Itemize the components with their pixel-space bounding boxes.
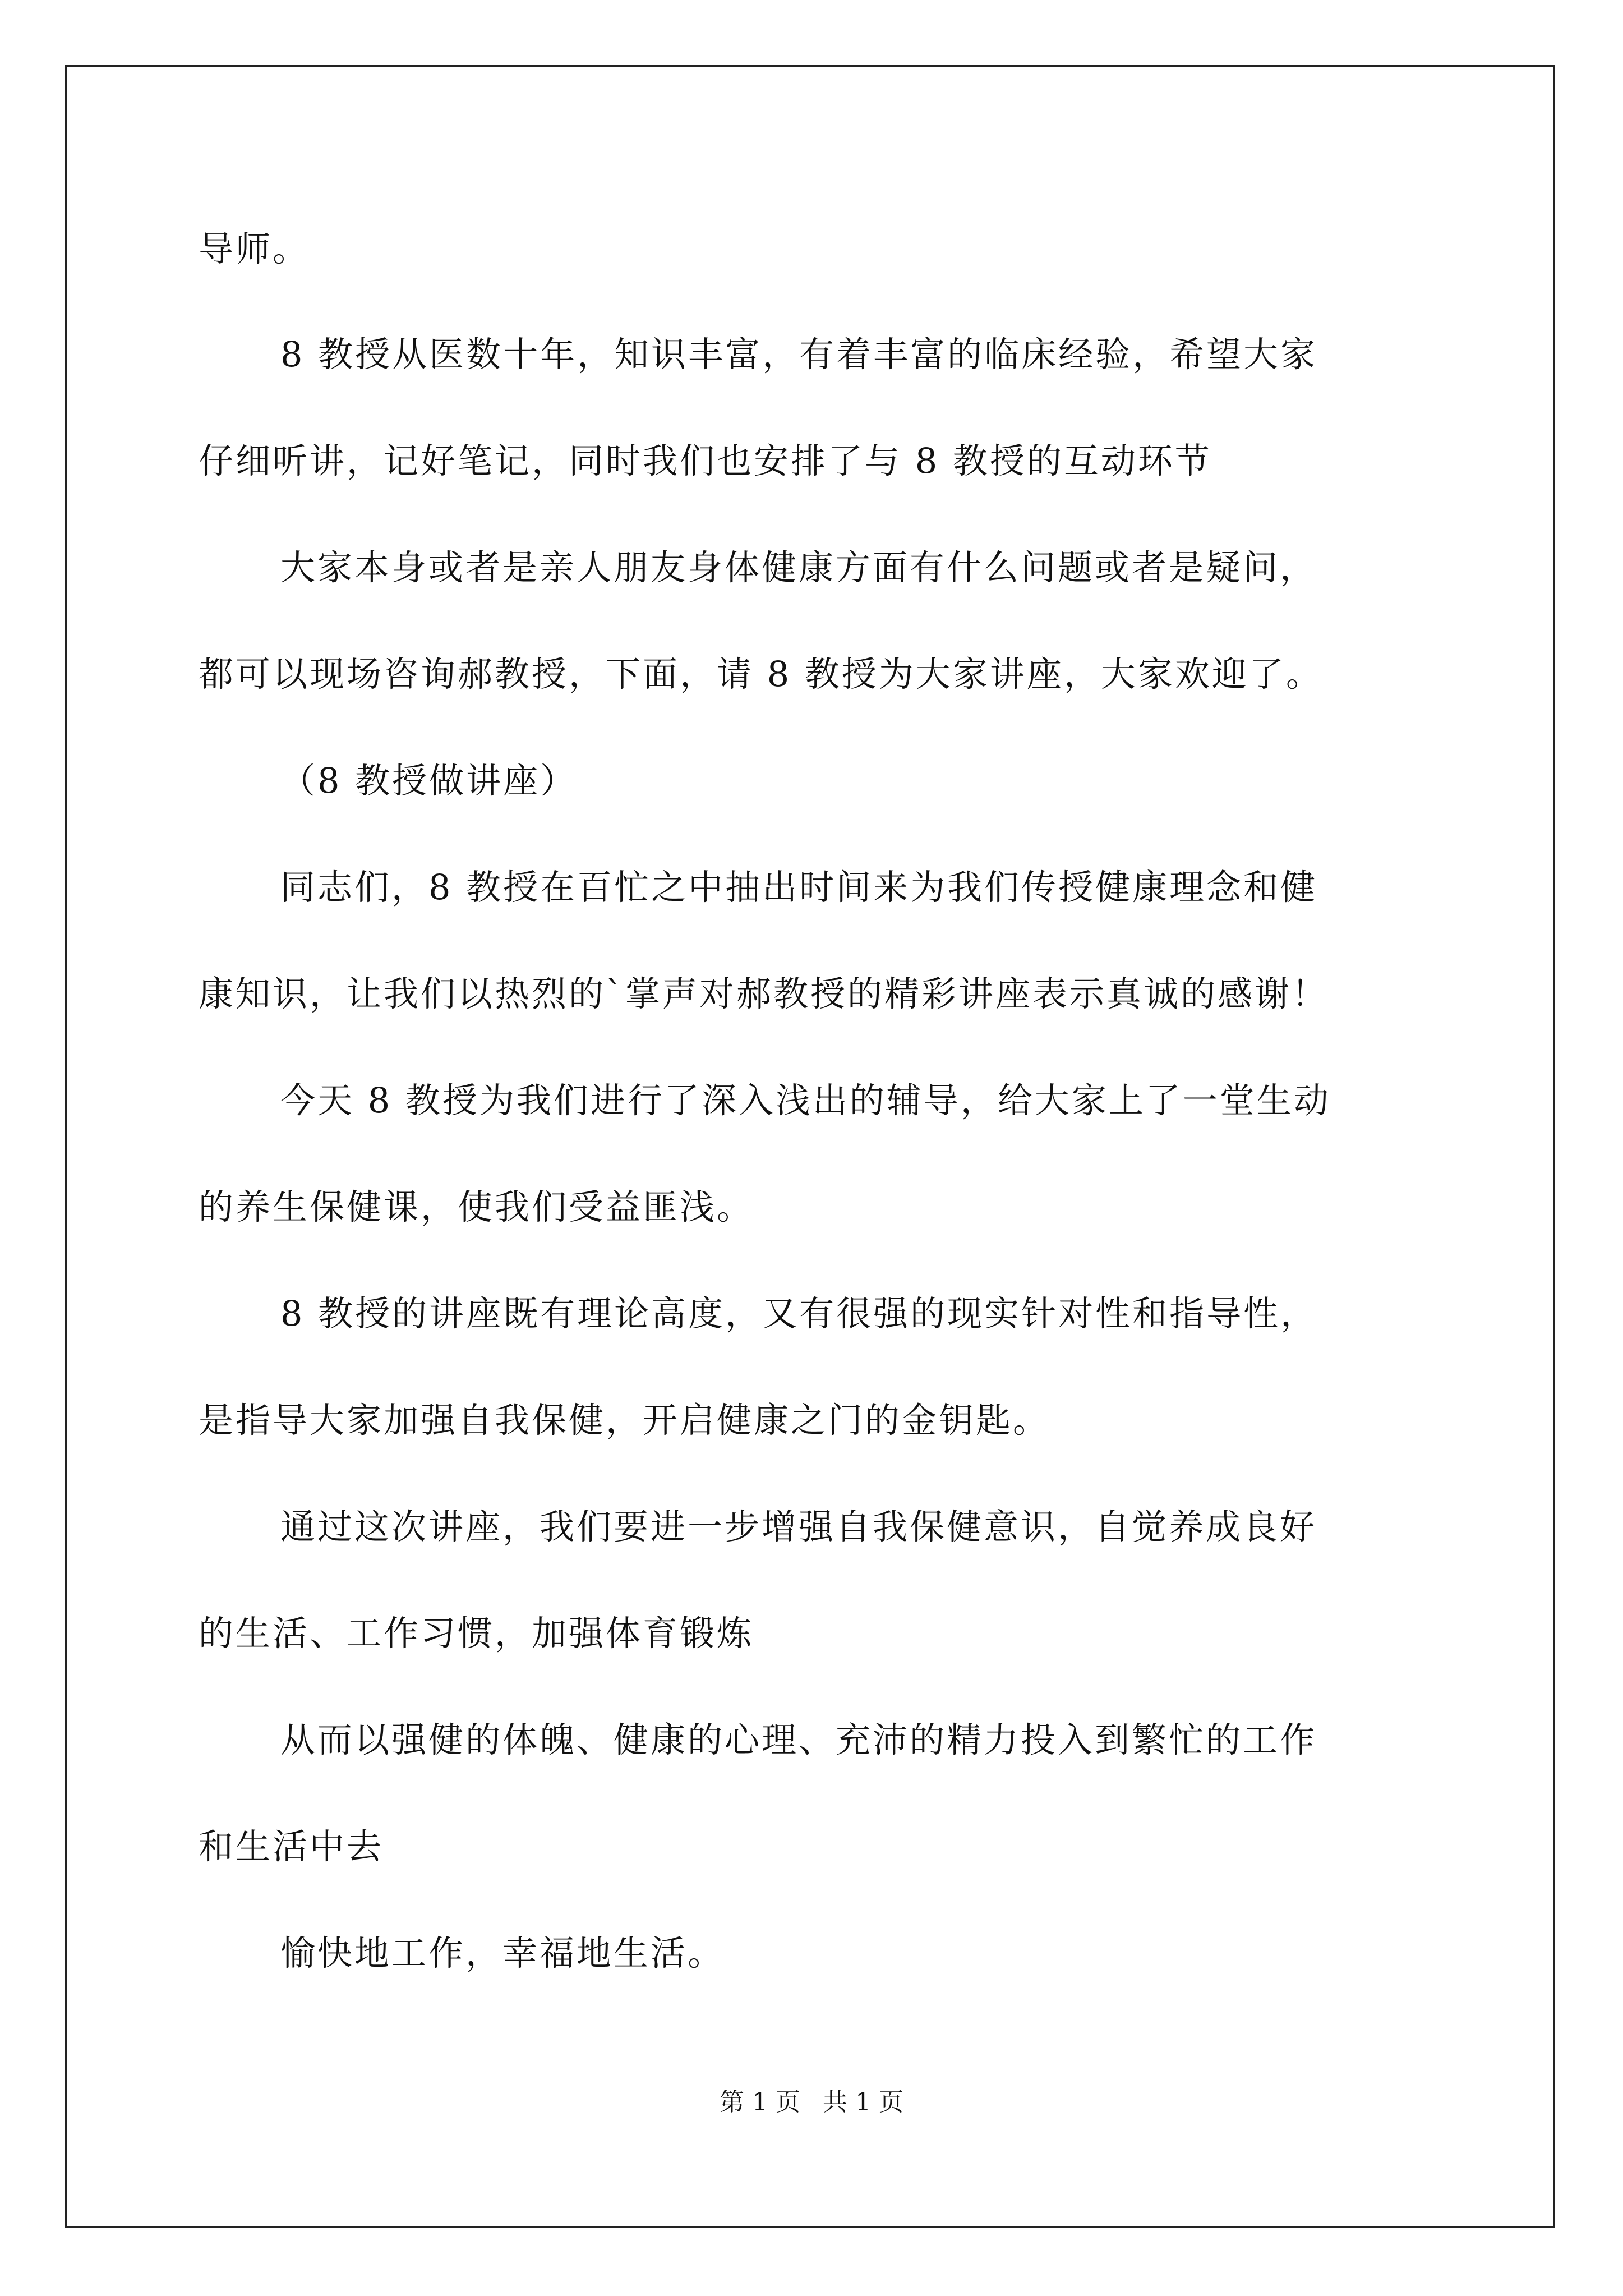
text-line: 的养生保健课，使我们受益匪浅。	[199, 1186, 754, 1227]
text-line: 导师。	[199, 228, 310, 269]
text-line: 通过这次讲座，我们要进一步增强自我保健意识，自觉养成良好	[280, 1506, 1317, 1547]
page-total: 共 1 页	[823, 2088, 903, 2116]
text-line: （8 教授做讲座）	[280, 760, 578, 801]
page-number: 第 1 页	[720, 2088, 800, 2116]
text-line: 和生活中去	[199, 1826, 384, 1867]
text-line: 8 教授从医数十年，知识丰富，有着丰富的临床经验，希望大家	[280, 334, 1318, 375]
text-line: 都可以现场咨询郝教授，下面，请 8 教授为大家讲座，大家欢迎了。	[199, 654, 1323, 694]
text-line: 大家本身或者是亲人朋友身体健康方面有什么问题或者是疑问，	[280, 547, 1317, 588]
text-line: 今天 8 教授为我们进行了深入浅出的辅导，给大家上了一堂生动	[280, 1080, 1331, 1121]
text-line: 仔细听讲，记好笔记，同时我们也安排了与 8 教授的互动环节	[199, 440, 1212, 481]
page-border	[65, 65, 1555, 2228]
text-line: 的生活、工作习惯，加强体育锻炼	[199, 1613, 754, 1654]
text-line: 8 教授的讲座既有理论高度，又有很强的现实针对性和指导性，	[280, 1293, 1318, 1334]
text-line: 是指导大家加强自我保健，开启健康之门的金钥匙。	[199, 1400, 1050, 1441]
text-line: 同志们，8 教授在百忙之中抽出时间来为我们传授健康理念和健	[280, 867, 1318, 908]
text-line: 愉快地工作，幸福地生活。	[280, 1932, 725, 1973]
text-line: 从而以强健的体魄、健康的心理、充沛的精力投入到繁忙的工作	[280, 1719, 1317, 1760]
text-line: 康知识，让我们以热烈的`掌声对郝教授的精彩讲座表示真诚的感谢！	[199, 973, 1329, 1014]
page-footer	[0, 2087, 1623, 2118]
